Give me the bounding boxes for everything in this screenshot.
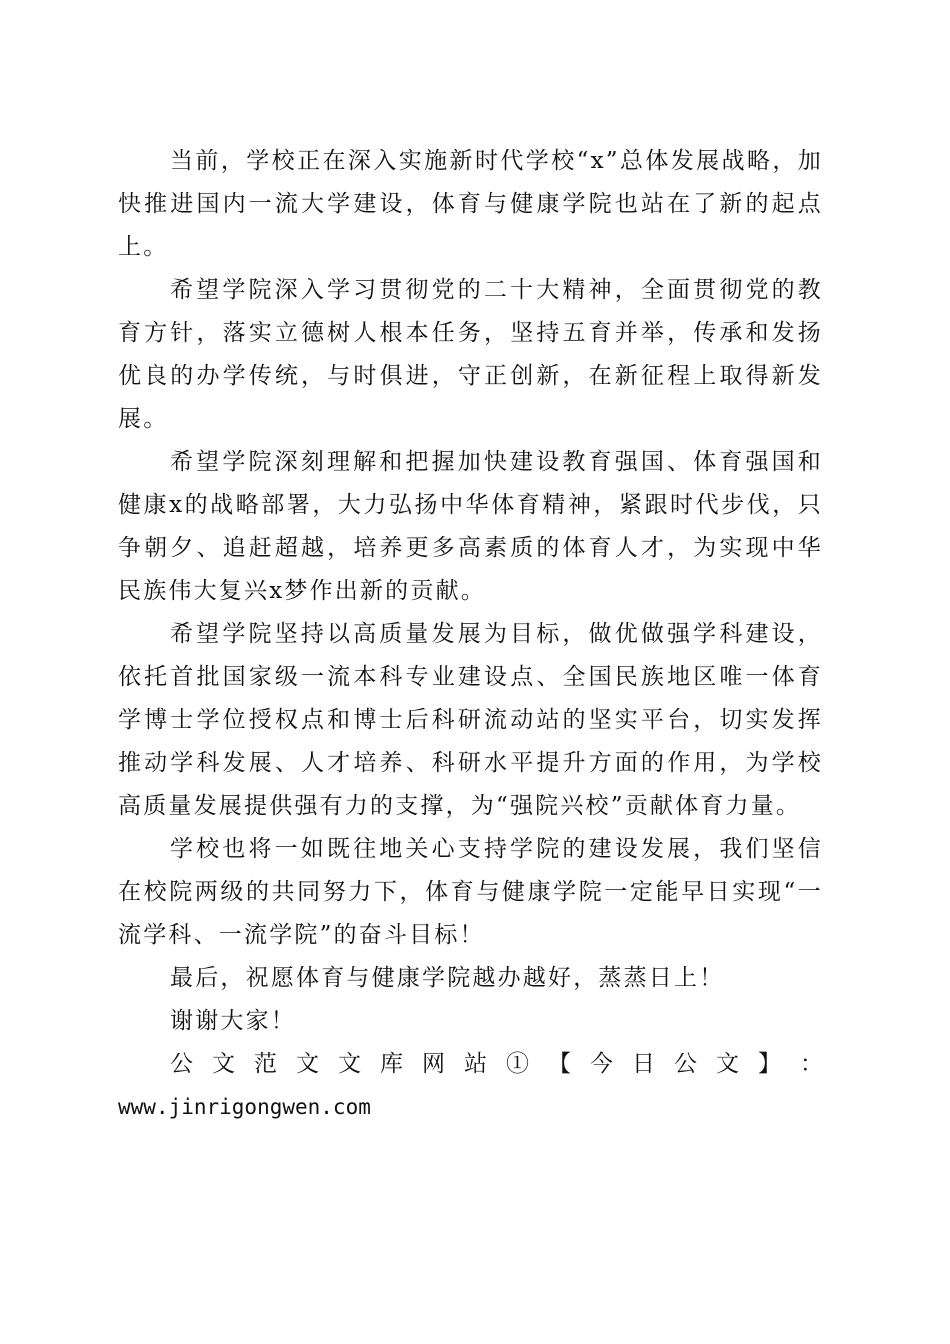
- closing-wish: 最后，祝愿体育与健康学院越办越好，蒸蒸日上！: [170, 965, 725, 991]
- paragraph-3: 希望学院深刻理解和把握加快建设教育强国、体育强国和健康x的战略部署，大力弘扬中华体育精神，紧跟时代步伐，只争朝夕、追赶超越，培养更多高素质的体育人才，为实现中华民族伟大复兴x梦作出新的贡献。: [118, 449, 823, 604]
- closing-thanks: 谢谢大家！: [170, 1008, 296, 1034]
- paragraph-5: 学校也将一如既往地关心支持学院的建设发展，我们坚信在校院两级的共同努力下，体育与健康学院一定能早日实现“一流学科、一流学院”的奋斗目标！: [118, 836, 823, 948]
- paragraph-4: 希望学院坚持以高质量发展为目标，做优做强学科建设，依托首批国家级一流本科专业建设点、全国民族地区唯一体育学博士学位授权点和博士后科研流动站的坚实平台，切实发挥推动学科发展、人才培养、科研水平提升方面的作用，为学校高质量发展提供强有力的支撑，为“强院兴校”贡献体育力量。: [118, 621, 823, 819]
- footer-url[interactable]: www.jinrigongwen.com: [118, 1095, 371, 1119]
- document-body: [118, 140, 823, 1129]
- paragraph-1: 当前，学校正在深入实施新时代学校“x”总体发展战略，加快推进国内一流大学建设，体育与健康学院也站在了新的起点上。: [118, 148, 823, 260]
- footer-site-label: 公 文 范 文 文 库 网 站 ① 【 今 日 公 文 】 ：: [170, 1051, 823, 1077]
- paragraph-2: 希望学院深入学习贯彻党的二十大精神，全面贯彻党的教育方针，落实立德树人根本任务，坚持五育并举，传承和发扬优良的办学传统，与时俱进，守正创新，在新征程上取得新发展。: [118, 277, 823, 432]
